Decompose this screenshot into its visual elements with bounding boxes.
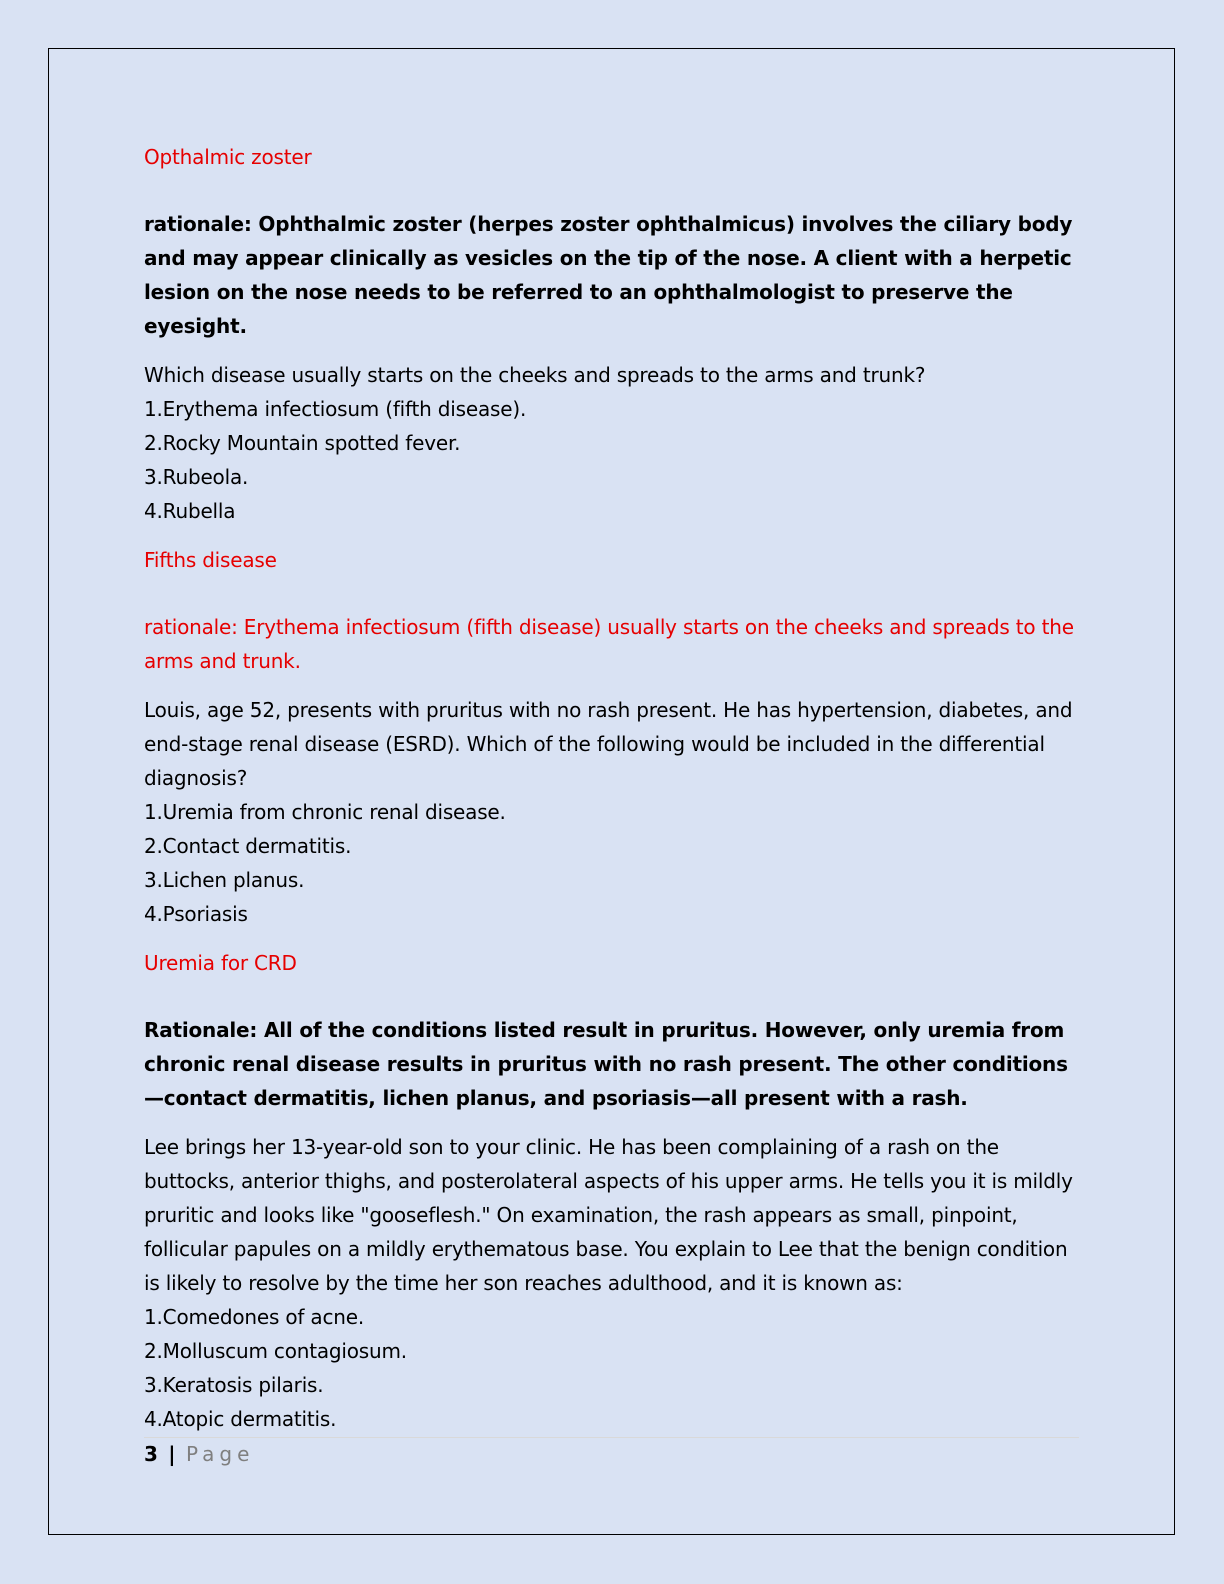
footer-separator: | <box>168 1442 176 1466</box>
answer-text: Uremia for CRD <box>144 951 297 975</box>
option-list <box>144 392 1079 528</box>
rationale-text: rationale: Erythema infectiosum (fifth disease) usually starts on the cheeks and spreads to the arms and trunk. <box>144 615 1074 673</box>
option-item: 1.Erythema infectiosum (fifth disease). <box>144 397 527 421</box>
option-list <box>144 1300 1079 1436</box>
option-item: 1.Uremia from chronic renal disease. <box>144 800 506 824</box>
option-item: 4.Rubella <box>144 499 236 523</box>
page-label: Page <box>185 1442 255 1466</box>
option-item: 1.Comedones of acne. <box>144 1305 364 1329</box>
option-item: 4.Atopic dermatitis. <box>144 1407 337 1431</box>
option-item: 2.Contact dermatitis. <box>144 834 352 858</box>
option-item: 3.Lichen planus. <box>144 868 305 892</box>
footer-divider <box>144 1437 1079 1438</box>
option-list <box>144 795 1079 931</box>
option-item: 2.Molluscum contagiosum. <box>144 1339 407 1363</box>
document-body <box>144 140 1079 1451</box>
page-number: 3 <box>144 1442 158 1466</box>
rationale-text: Rationale: All of the conditions listed result in pruritus. However, only uremia from chronic renal disease results in pruritus with no rash present. The other conditions—contact dermatitis, lichen planus, and psoriasis—all present with a rash. <box>144 1018 1068 1110</box>
page-footer <box>144 1440 254 1468</box>
option-item: 3.Keratosis pilaris. <box>144 1373 324 1397</box>
question-text: Which disease usually starts on the cheeks and spreads to the arms and trunk? <box>144 363 926 387</box>
option-item: 3.Rubeola. <box>144 465 249 489</box>
question-text: Louis, age 52, presents with pruritus with no rash present. He has hypertension, diabetes, and end-stage renal disease (ESRD). Which of the following would be included in the differential diagnosis? <box>144 698 1073 790</box>
answer-text: Opthalmic zoster <box>144 145 312 169</box>
option-item: 2.Rocky Mountain spotted fever. <box>144 431 461 455</box>
answer-text: Fifths disease <box>144 548 277 572</box>
question-text: Lee brings her 13-year-old son to your clinic. He has been complaining of a rash on the buttocks, anterior thighs, and posterolateral aspects of his upper arms. He tells you it is mildly pruritic and looks like "gooseflesh." On examination, the rash appears as small, pinpoint, follicular papules on a mildly erythematous base. You explain to Lee that the benign condition is likely to resolve by the time her son reaches adulthood, and it is known as: <box>144 1135 1073 1295</box>
rationale-text: rationale: Ophthalmic zoster (herpes zoster ophthalmicus) involves the ciliary body and may appear clinically as vesicles on the tip of the nose. A client with a herpetic lesion on the nose needs to be referred to an ophthalmologist to preserve the eyesight. <box>144 212 1073 338</box>
option-item: 4.Psoriasis <box>144 902 248 926</box>
